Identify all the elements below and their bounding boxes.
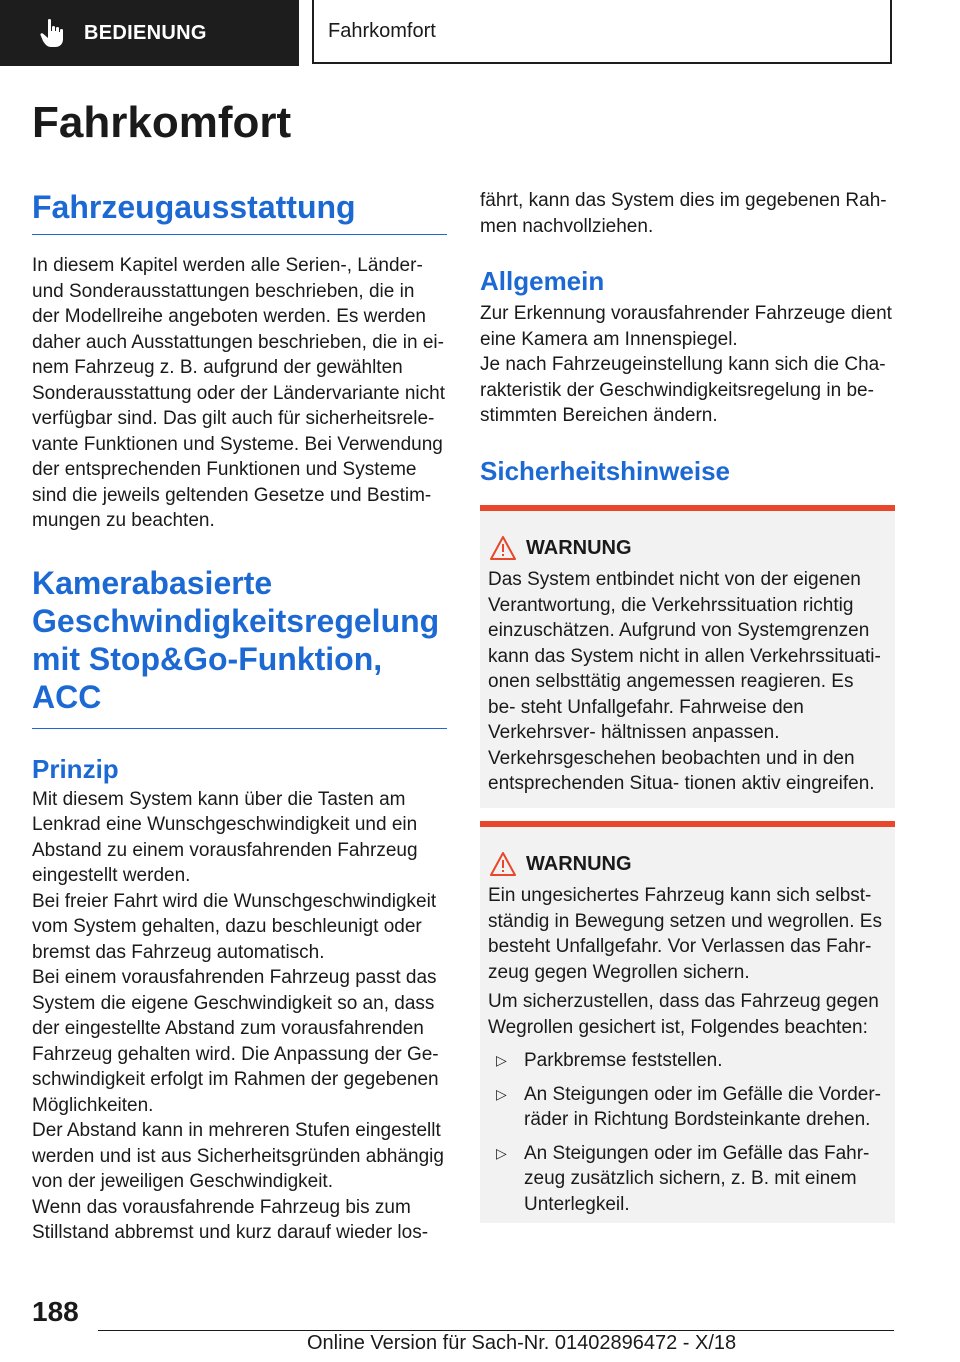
list-item [488, 1141, 883, 1218]
footer-text: Online Version für Sach-Nr. 01402896472 - X/18 [307, 1332, 737, 1354]
paragraph-prinzip-2: Bei freier Fahrt wird die Wunschgeschwindigkeit vom System gehalten, dazu beschleunigt oder bremst das Fahrzeug automatisch. [32, 890, 437, 963]
paragraph-continued: fährt, kann das System dies im gegebenen Rah- men nachvollziehen. [480, 190, 887, 237]
heading-allgemein: Allgemein [480, 266, 605, 296]
bullet-triangle-icon: ▷ [496, 1085, 507, 1102]
heading-prinzip: Prinzip [32, 753, 119, 784]
paragraph-prinzip-5: Wenn das vorausfahrende Fahrzeug bis zum Stillstand abbremst und kurz darauf wieder los- [32, 1196, 429, 1243]
page-header [0, 0, 960, 66]
section-tab[interactable] [0, 0, 299, 66]
page-number: 188 [32, 1296, 79, 1327]
left-column [32, 188, 447, 1246]
warning-label: WARNUNG [526, 536, 632, 559]
list-item-text: An Steigungen oder im Gefälle das Fahr- zeug zusätzlich sichern, z. B. mit einem Unterlegkeil. [524, 1142, 870, 1215]
warning-header [488, 533, 883, 563]
chapter-tab[interactable] [312, 0, 892, 64]
warning-triangle-icon [490, 851, 516, 877]
warning-triangle-icon [490, 535, 516, 561]
heading-acc: Kamerabasierte Geschwindigkeitsregelung mit Stop&Go-Funktion, ACC [32, 564, 447, 729]
list-item-text: An Steigungen oder im Gefälle die Vorder- räder in Richtung Bordsteinkante drehen. [524, 1083, 881, 1130]
section-label: BEDIENUNG [84, 21, 207, 44]
paragraph-allgemein-2: Je nach Fahrzeugeinstellung kann sich die Cha- rakteristik der Geschwindigkeitsregelung in be- stimmten Bereichen ändern. [480, 354, 886, 426]
bullet-triangle-icon: ▷ [496, 1144, 507, 1161]
hand-pointer-icon [36, 16, 70, 50]
warning-box-2 [480, 821, 895, 1223]
paragraph-allgemein-1: Zur Erkennung vorausfahrender Fahrzeuge dient eine Kamera am Innenspiegel. [480, 303, 892, 350]
right-column [480, 188, 895, 487]
footer-divider [98, 1330, 894, 1331]
heading-fahrzeugausstattung: Fahrzeugausstattung [32, 188, 447, 235]
paragraph-prinzip-4: Der Abstand kann in mehreren Stufen eingestellt werden und ist aus Sicherheitsgründen abhängig von der jeweiligen Geschwindigkeit. [32, 1120, 444, 1192]
warning-header [488, 849, 883, 879]
list-item [488, 1082, 883, 1133]
page-title: Fahrkomfort [32, 98, 292, 147]
list-item-text: Parkbremse feststellen. [524, 1050, 723, 1071]
warning-text: Das System entbindet nicht von der eigenen Verantwortung, die Verkehrssituation richtig einzuschätzen. Aufgrund von Systemgrenzen kann das System nicht in allen Verkehrssituati- onen selbsttätig angemessen reagieren. Es be- steht Unfallgefahr. Fahrweise den Verkehrsver- hältnissen anpassen. Verkehrsgeschehen beobachten und in den entsprechenden Situa- tionen aktiv eingreifen. [488, 569, 881, 794]
bullet-triangle-icon: ▷ [496, 1052, 507, 1068]
warning-bullet-list [488, 1048, 883, 1217]
warning-label: WARNUNG [526, 852, 632, 875]
heading-sicherheitshinweise: Sicherheitshinweise [480, 455, 730, 486]
warning-text-2: Um sicherzustellen, dass das Fahrzeug gegen Wegrollen gesichert ist, Folgendes beachten: [488, 991, 879, 1038]
paragraph-equipment: In diesem Kapitel werden alle Serien-, Länder- und Sonderausstattungen beschrieben, die in der Modellreihe angeboten werden. Es werden daher auch Ausstattungen beschrieben, die in ei- nem Fahrzeug z. B. aufgrund der gewählten Sonderausstattung oder der Ländervariante nicht verfügbar sind. Das gilt auch für sicherheitsrele- vante Funktionen und Systeme. Bei Verwendung der entsprechenden Funktionen und Systeme sind die jeweils geltenden Gesetze und Bestim- mungen zu beachten. [32, 255, 445, 531]
paragraph-prinzip-3: Bei einem vorausfahrenden Fahrzeug passt das System die eigene Geschwindigkeit so an, dass der eingestellte Abstand zum vorausfahrenden Fahrzeug gehalten wird. Die Anpassung der Ge- schwindigkeit erfolgt im Rahmen der gegebenen Möglichkeiten. [32, 967, 439, 1116]
paragraph-prinzip-1: Mit diesem System kann über die Tasten am Lenkrad eine Wunschgeschwindigkeit und ein Abstand zu einem vorausfahrenden Fahrzeug eingestellt werden. [32, 788, 418, 886]
warning-text-1: Ein ungesichertes Fahrzeug kann sich selbst- ständig in Bewegung setzen und wegrollen. Es besteht Unfallgefahr. Vor Verlassen das Fahr- zeug gegen Wegrollen sichern. [488, 885, 882, 983]
list-item [488, 1048, 883, 1074]
chapter-label: Fahrkomfort [328, 19, 436, 42]
warning-box-1 [480, 505, 895, 808]
